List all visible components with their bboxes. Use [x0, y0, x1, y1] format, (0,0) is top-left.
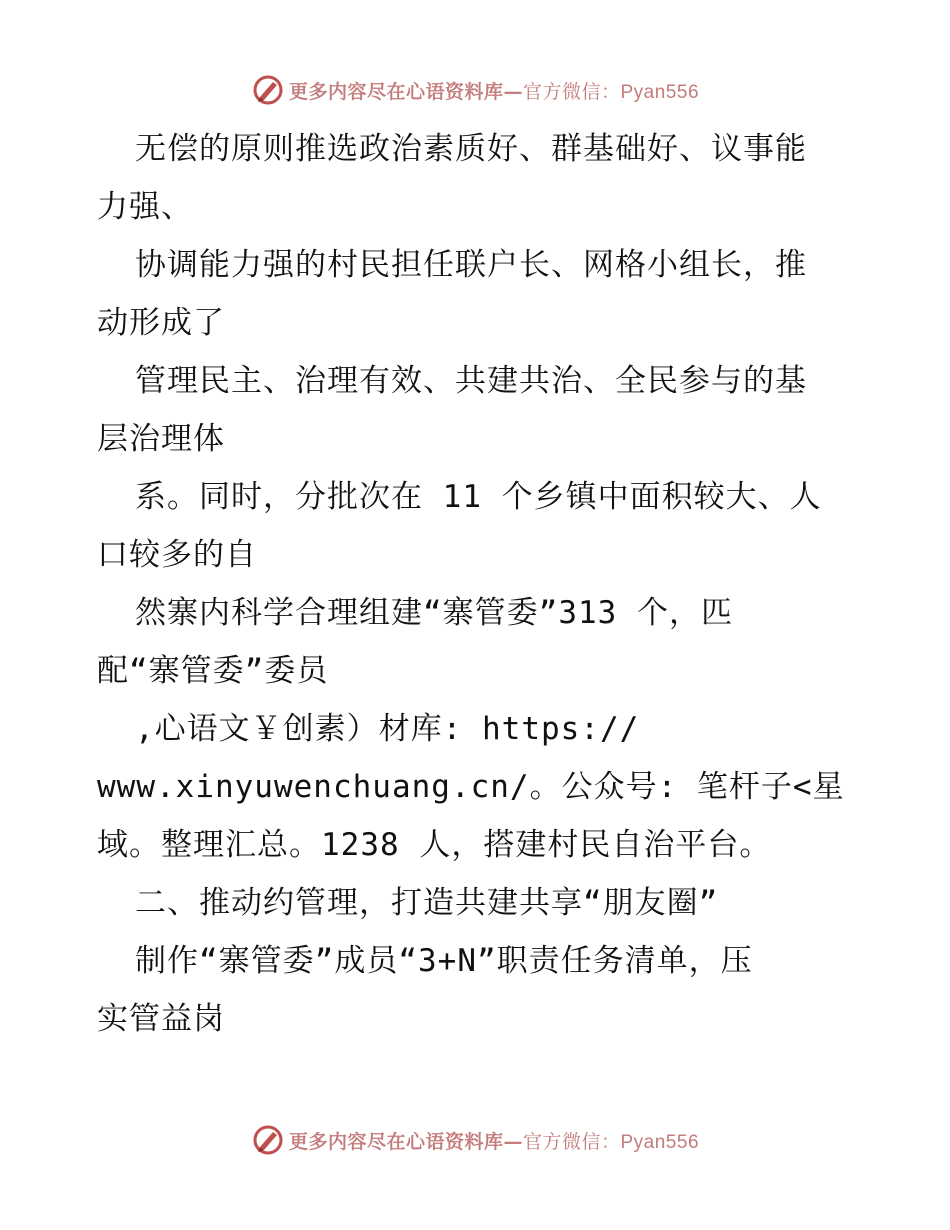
text-line: 然寨内科学合理组建“寨管委”313 个，匹: [135, 595, 733, 631]
text-line: 系。同时，分批次在 11 个乡镇中面积较大、人: [135, 479, 822, 515]
header-banner: [0, 70, 950, 110]
text-line: 配“寨管委”委员: [97, 653, 329, 689]
text-line: 二、推动约管理，打造共建共享“朋友圈”: [135, 885, 719, 921]
header-banner-text: 更多内容尽在心语资料库—官方微信：Pyan556: [288, 80, 700, 103]
text-line: 口较多的自: [97, 537, 257, 573]
text-line: www.xinyuwenchuang.cn/。公众号: 笔杆子<星: [97, 769, 845, 805]
text-line: 动形成了: [97, 305, 225, 341]
text-line: 制作“寨管委”成员“3+N”职责任务清单，压: [135, 943, 753, 979]
pen-logo-icon: [251, 73, 285, 107]
text-line: 实管益岗: [97, 1001, 225, 1037]
footer-banner-text: 更多内容尽在心语资料库—官方微信：Pyan556: [288, 1130, 700, 1153]
text-line: 力强、: [97, 189, 193, 225]
text-line: 域。整理汇总。1238 人，搭建村民自治平台。: [97, 827, 772, 863]
text-line: 层治理体: [97, 421, 225, 457]
document-body: [97, 120, 857, 1048]
text-line: 无偿的原则推选政治素质好、群基础好、议事能: [135, 131, 807, 167]
text-line: 管理民主、治理有效、共建共治、全民参与的基: [135, 363, 807, 399]
footer-banner: [0, 1120, 950, 1160]
text-line: ,心语文￥创素）材库: https://: [135, 711, 640, 747]
pen-logo-icon: [251, 1123, 285, 1157]
text-line: 协调能力强的村民担任联户长、网格小组长，推: [135, 247, 807, 283]
